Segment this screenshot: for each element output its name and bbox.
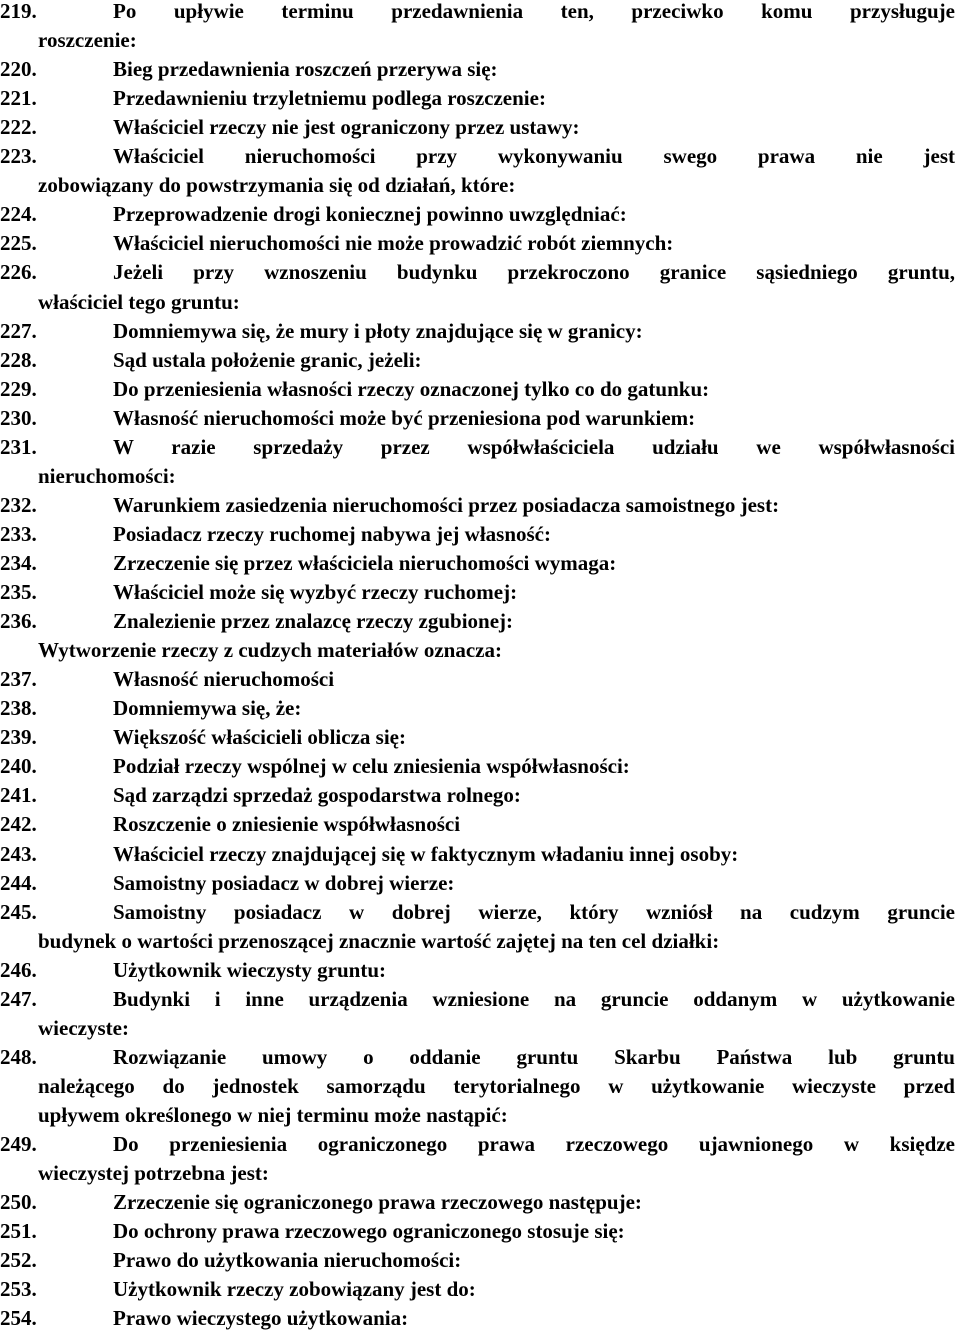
question-text: Zrzeczenie się przez właściciela nieruchomości wymaga: (113, 551, 617, 575)
question-number: 220. (0, 57, 37, 82)
question-number: 225. (0, 231, 37, 256)
question-continuation (0, 27, 960, 53)
question-text: roszczenie: (38, 28, 137, 53)
question-continuation (0, 1160, 960, 1186)
question-text: Prawo wieczystego użytkowania: (113, 1306, 409, 1331)
question-item (0, 114, 960, 140)
question-number: 244. (0, 870, 37, 895)
question-continuation (0, 1073, 960, 1099)
question-number: 221. (0, 86, 37, 111)
question-number: 219. (0, 0, 37, 23)
question-continuation (0, 1015, 960, 1041)
question-item (0, 579, 960, 605)
question-item (0, 1276, 960, 1302)
question-item (0, 230, 960, 256)
question-text: Podział rzeczy wspólnej w celu zniesienia współwłasności: (113, 754, 630, 779)
question-number: 253. (0, 1277, 37, 1302)
question-text: Zrzeczenie się ograniczonego prawa rzeczowego następuje: (113, 1190, 642, 1214)
question-item (0, 492, 960, 518)
question-number: 246. (0, 957, 37, 982)
question-item (0, 521, 960, 547)
question-continuation (0, 928, 960, 954)
question-number: 232. (0, 492, 37, 517)
question-text: wieczyste: (38, 1015, 129, 1040)
question-text: upływem określonego w niej terminu może nastąpić: (38, 1102, 508, 1127)
question-number: 235. (0, 580, 37, 604)
question-item (0, 259, 960, 285)
question-text: Domniemywa się, że: (113, 696, 302, 721)
question-text: właściciel tego gruntu: (38, 289, 240, 314)
question-item (0, 957, 960, 983)
question-item (0, 1044, 960, 1070)
question-text: Domniemywa się, że mury i płoty znajdujące się w granicy: (113, 318, 643, 343)
question-item (0, 1247, 960, 1273)
question-item (0, 753, 960, 779)
question-number: 241. (0, 783, 37, 808)
question-text: Właściciel rzeczy nie jest ograniczony przez ustawy: (113, 115, 580, 140)
question-number: 239. (0, 725, 37, 750)
question-number: 247. (0, 986, 37, 1011)
question-item (0, 899, 960, 925)
question-continuation (0, 463, 960, 489)
question-text: Rozwiązanie umowy o oddanie gruntu Skarbu Państwa lub gruntu (113, 1044, 955, 1069)
question-text: Samoistny posiadacz w dobrej wierze, który wzniósł na cudzym gruncie (113, 899, 955, 924)
question-number: 228. (0, 347, 37, 372)
question-item (0, 0, 960, 24)
question-number: 238. (0, 696, 37, 721)
question-text: Roszczenie o zniesienie współwłasności (113, 812, 461, 837)
question-item (0, 782, 960, 808)
question-number: 243. (0, 841, 37, 866)
question-text: Do ochrony prawa rzeczowego ograniczonego stosuje się: (113, 1219, 625, 1244)
question-continuation (0, 1102, 960, 1128)
question-item (0, 666, 960, 692)
question-item (0, 1305, 960, 1331)
question-text: Budynki i inne urządzenia wzniesione na gruncie oddanym w użytkowanie (113, 986, 955, 1011)
question-text: nieruchomości: (38, 463, 176, 488)
question-text: W razie sprzedaży przez współwłaściciela udziału we współwłasności (113, 434, 955, 459)
question-text: wieczystej potrzebna jest: (38, 1161, 269, 1185)
question-number: 251. (0, 1219, 37, 1244)
question-item (0, 85, 960, 111)
question-number: 222. (0, 115, 37, 140)
question-number: 252. (0, 1248, 37, 1273)
question-text: Przedawnieniu trzyletniemu podlega roszczenie: (113, 86, 546, 111)
question-number: 237. (0, 667, 37, 692)
question-text: Sąd zarządzi sprzedaż gospodarstwa rolnego: (113, 783, 521, 808)
question-number: 249. (0, 1132, 37, 1156)
question-text: Do przeniesienia ograniczonego prawa rzeczowego ujawnionego w księdze (113, 1132, 955, 1156)
question-item (0, 550, 960, 576)
question-text: Wytworzenie rzeczy z cudzych materiałów oznacza: (38, 638, 502, 663)
question-item (0, 347, 960, 373)
question-number: 234. (0, 551, 37, 575)
question-number: 230. (0, 405, 37, 430)
question-item (0, 811, 960, 837)
question-number: 227. (0, 318, 37, 343)
question-text: Posiadacz rzeczy ruchomej nabywa jej własność: (113, 521, 551, 546)
question-text: Większość właścicieli oblicza się: (113, 725, 406, 750)
question-number: 242. (0, 812, 37, 837)
question-item (0, 434, 960, 460)
question-text: Sąd ustala położenie granic, jeżeli: (113, 347, 422, 372)
question-item (0, 405, 960, 431)
question-text: Użytkownik wieczysty gruntu: (113, 957, 386, 982)
question-item (0, 608, 960, 634)
question-item (0, 318, 960, 344)
question-number: 236. (0, 609, 37, 634)
question-continuation (0, 289, 960, 315)
question-text: Po upływie terminu przedawnienia ten, przeciwko komu przysługuje (113, 0, 955, 23)
question-item (0, 56, 960, 82)
question-text: Właściciel nieruchomości nie może prowadzić robót ziemnych: (113, 231, 674, 256)
question-number: 231. (0, 434, 37, 459)
question-text: Własność nieruchomości może być przeniesiona pod warunkiem: (113, 405, 696, 430)
question-text: Użytkownik rzeczy zobowiązany jest do: (113, 1277, 476, 1302)
question-item (0, 376, 960, 402)
question-text: zobowiązany do powstrzymania się od działań, które: (38, 173, 516, 198)
question-text: Samoistny posiadacz w dobrej wierze: (113, 870, 455, 895)
question-continuation (0, 637, 960, 663)
question-number: 254. (0, 1306, 37, 1331)
question-text: Znalezienie przez znalazcę rzeczy zgubionej: (113, 609, 514, 634)
question-text: budynek o wartości przenoszącej znacznie wartość zajętej na ten cel działki: (38, 928, 720, 953)
question-number: 233. (0, 521, 37, 546)
question-number: 229. (0, 376, 37, 401)
question-text: Warunkiem zasiedzenia nieruchomości przez posiadacza samoistnego jest: (113, 492, 780, 517)
question-number: 245. (0, 899, 37, 924)
question-text: Własność nieruchomości (113, 667, 335, 692)
question-item (0, 695, 960, 721)
question-number: 224. (0, 202, 37, 227)
question-item (0, 841, 960, 867)
question-number: 250. (0, 1190, 37, 1214)
question-item (0, 1218, 960, 1244)
question-text: Jeżeli przy wznoszeniu budynku przekroczono granice sąsiedniego gruntu, (113, 260, 955, 285)
question-number: 248. (0, 1044, 37, 1069)
question-item (0, 724, 960, 750)
question-item (0, 870, 960, 896)
question-text: Właściciel może się wyzbyć rzeczy ruchomej: (113, 580, 518, 604)
question-text: Właściciel rzeczy znajdującej się w faktycznym władaniu innej osoby: (113, 841, 739, 866)
question-item (0, 201, 960, 227)
question-item (0, 1131, 960, 1157)
question-text: należącego do jednostek samorządu terytorialnego w użytkowanie wieczyste przed (38, 1073, 955, 1098)
question-number: 240. (0, 754, 37, 779)
question-text: Właściciel nieruchomości przy wykonywaniu swego prawa nie jest (113, 144, 955, 169)
question-text: Do przeniesienia własności rzeczy oznaczonej tylko co do gatunku: (113, 376, 710, 401)
question-number: 226. (0, 260, 37, 285)
question-text: Bieg przedawnienia roszczeń przerywa się: (113, 57, 498, 82)
question-text: Prawo do użytkowania nieruchomości: (113, 1248, 462, 1273)
question-item (0, 143, 960, 169)
question-item (0, 986, 960, 1012)
question-text: Przeprowadzenie drogi koniecznej powinno uwzględniać: (113, 202, 627, 227)
question-number: 223. (0, 144, 37, 169)
question-continuation (0, 172, 960, 198)
question-item (0, 1189, 960, 1215)
